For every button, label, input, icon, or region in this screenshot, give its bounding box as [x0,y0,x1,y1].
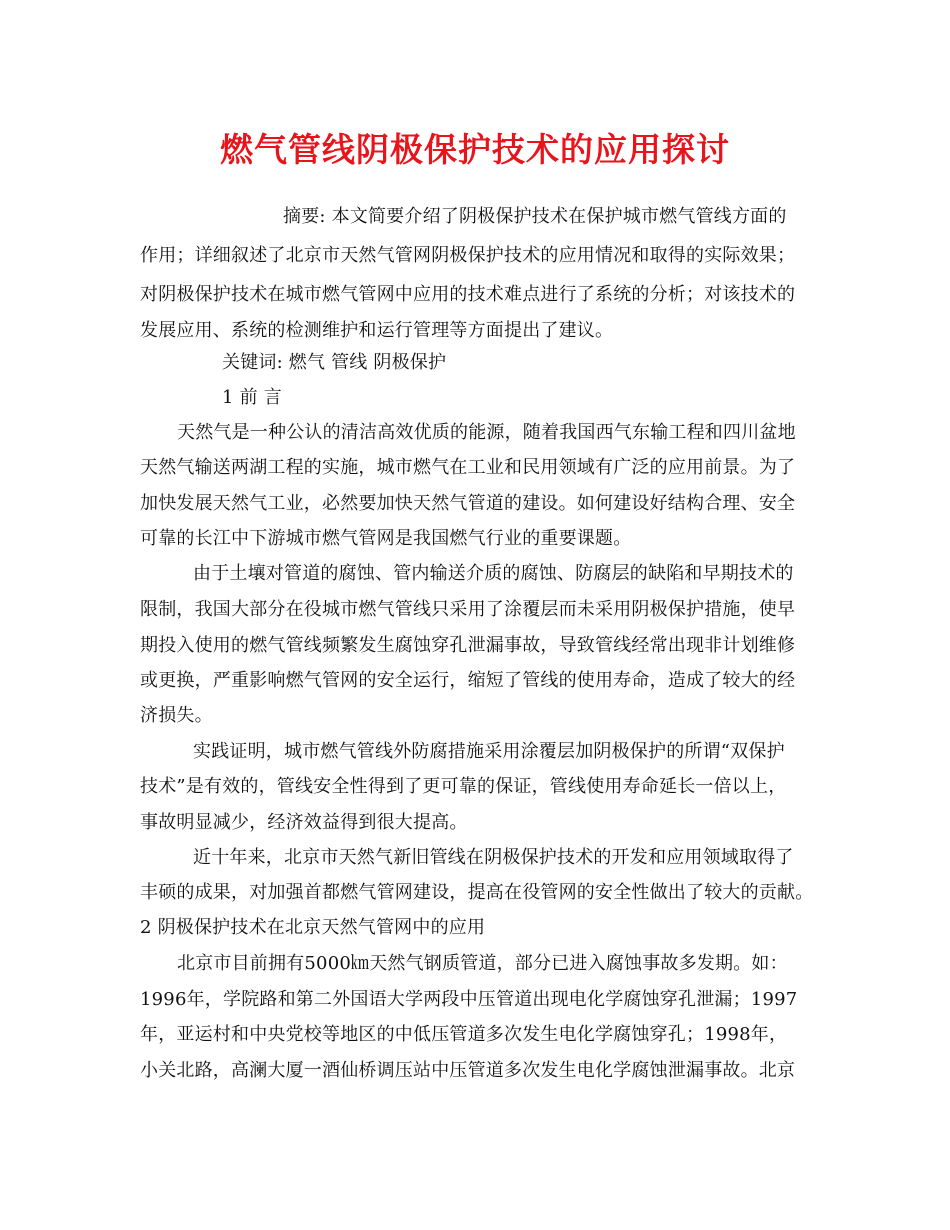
body-line: 丰硕的成果，对加强首都燃气管网建设，提高在役管网的安全性做出了较大的贡献。 [140,882,814,903]
body-line: 近十年来，北京市天然气新旧管线在阴极保护技术的开发和应用领域取得了 [193,847,794,868]
abstract-line: 发展应用、系统的检测维护和运行管理等方面提出了建议。 [140,320,614,341]
body-line: 天然气是一种公认的清洁高效优质的能源，随着我国西气东输工程和四川盆地 [177,422,796,443]
body-line: 济损失。 [140,705,213,726]
body-line: 技术”是有效的，管线安全性得到了更可靠的保证，管线使用寿命延长一倍以上， [140,776,787,797]
body-line: 限制，我国大部分在役城市燃气管线只采用了涂覆层而未采用阴极保护措施，使早 [140,599,796,620]
body-line: 1996年，学院路和第二外国语大学两段中压管道出现电化学腐蚀穿孔泄漏；1997 [140,989,798,1010]
body-line: 年，亚运村和中央党校等地区的中低压管道多次发生电化学腐蚀穿孔；1998年， [140,1024,788,1045]
document-title: 燃气管线阴极保护技术的应用探讨 [220,130,730,169]
section-heading-2: 2 阴极保护技术在北京天然气管网中的应用 [140,917,486,938]
section-heading-1: 1 前 言 [222,387,282,408]
body-line: 或更换，严重影响燃气管网的安全运行，缩短了管线的使用寿命，造成了较大的经 [140,670,796,691]
body-line: 北京市目前拥有5000㎞天然气钢质管道，部分已进入腐蚀事故多发期。如： [177,953,788,974]
body-line: 事故明显减少，经济效益得到很大提高。 [140,812,468,833]
abstract-line: 摘要: 本文简要介绍了阴极保护技术在保护城市燃气管线方面的 [283,206,787,227]
abstract-line: 对阴极保护技术在城市燃气管网中应用的技术难点进行了系统的分析；对该技术的 [140,284,796,305]
body-line: 小关北路，高澜大厦一酒仙桥调压站中压管道多次发生电化学腐蚀泄漏事故。北京 [140,1060,796,1081]
body-line: 实践证明，城市燃气管线外防腐措施采用涂覆层加阴极保护的所谓“双保护 [193,741,785,762]
body-line: 天然气输送两湖工程的实施，城市燃气在工业和民用领域有广泛的应用前景。为了 [140,457,796,478]
body-line: 可靠的长江中下游城市燃气管网是我国燃气行业的重要课题。 [140,528,632,549]
abstract-line: 作用；详细叙述了北京市天然气管网阴极保护技术的应用情况和取得的实际效果； [140,245,796,266]
body-line: 加快发展天然气工业，必然要加快天然气管道的建设。如何建设好结构合理、安全 [140,493,796,514]
body-line: 由于土壤对管道的腐蚀、管内输送介质的腐蚀、防腐层的缺陷和早期技术的 [193,563,794,584]
body-line: 期投入使用的燃气管线频繁发生腐蚀穿孔泄漏事故，导致管线经常出现非计划维修 [140,635,796,656]
keywords-line: 关键词: 燃气 管线 阴极保护 [222,352,447,373]
